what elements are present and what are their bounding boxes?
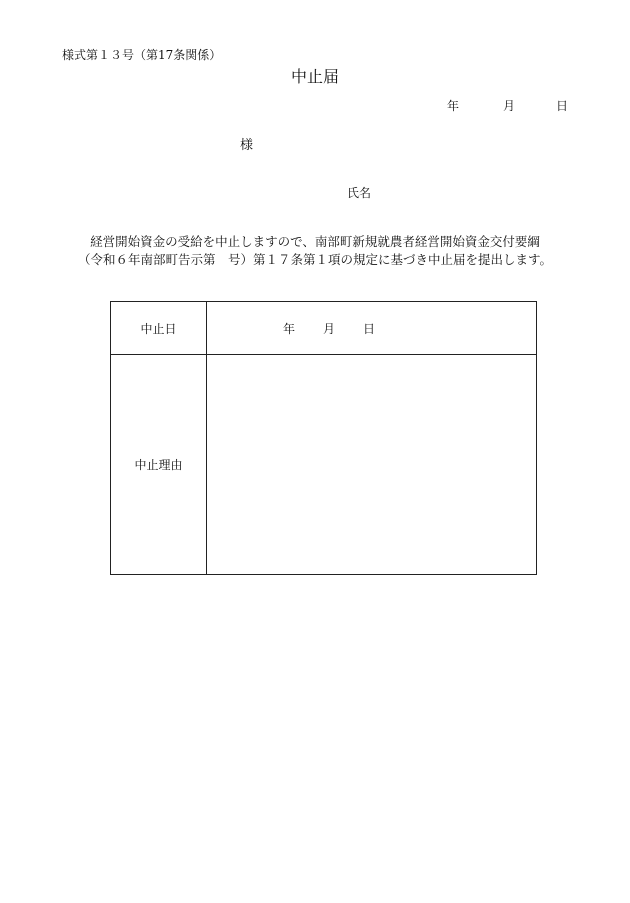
statement-line-1: 経営開始資金の受給を中止しますので、南部町新規就農者経営開始資金交付要綱 [90, 234, 540, 249]
stop-date-month-unit: 月 [323, 321, 336, 336]
addressee-suffix: 様 [240, 138, 254, 153]
statement-line-2: （令和６年南部町告示第 号）第１７条第１項の規定に基づき中止届を提出します。 [77, 252, 552, 267]
form-number: 様式第１３号（第17条関係） [62, 48, 222, 62]
stop-date-label: 中止日 [111, 302, 207, 355]
stop-info-table [110, 301, 537, 575]
stop-reason-row [111, 355, 537, 575]
applicant-name-label: 氏名 [347, 186, 372, 200]
stop-date-day-unit: 日 [363, 321, 376, 336]
stop-date-field[interactable] [207, 302, 537, 355]
submission-month-unit: 月 [503, 99, 516, 113]
stop-date-year-unit: 年 [283, 321, 296, 336]
stop-reason-label: 中止理由 [111, 355, 207, 575]
document-title: 中止届 [290, 67, 339, 86]
submission-day-unit: 日 [556, 99, 569, 113]
stop-date-row [111, 302, 537, 355]
submission-year-unit: 年 [447, 99, 460, 113]
stop-reason-field[interactable] [207, 355, 537, 575]
